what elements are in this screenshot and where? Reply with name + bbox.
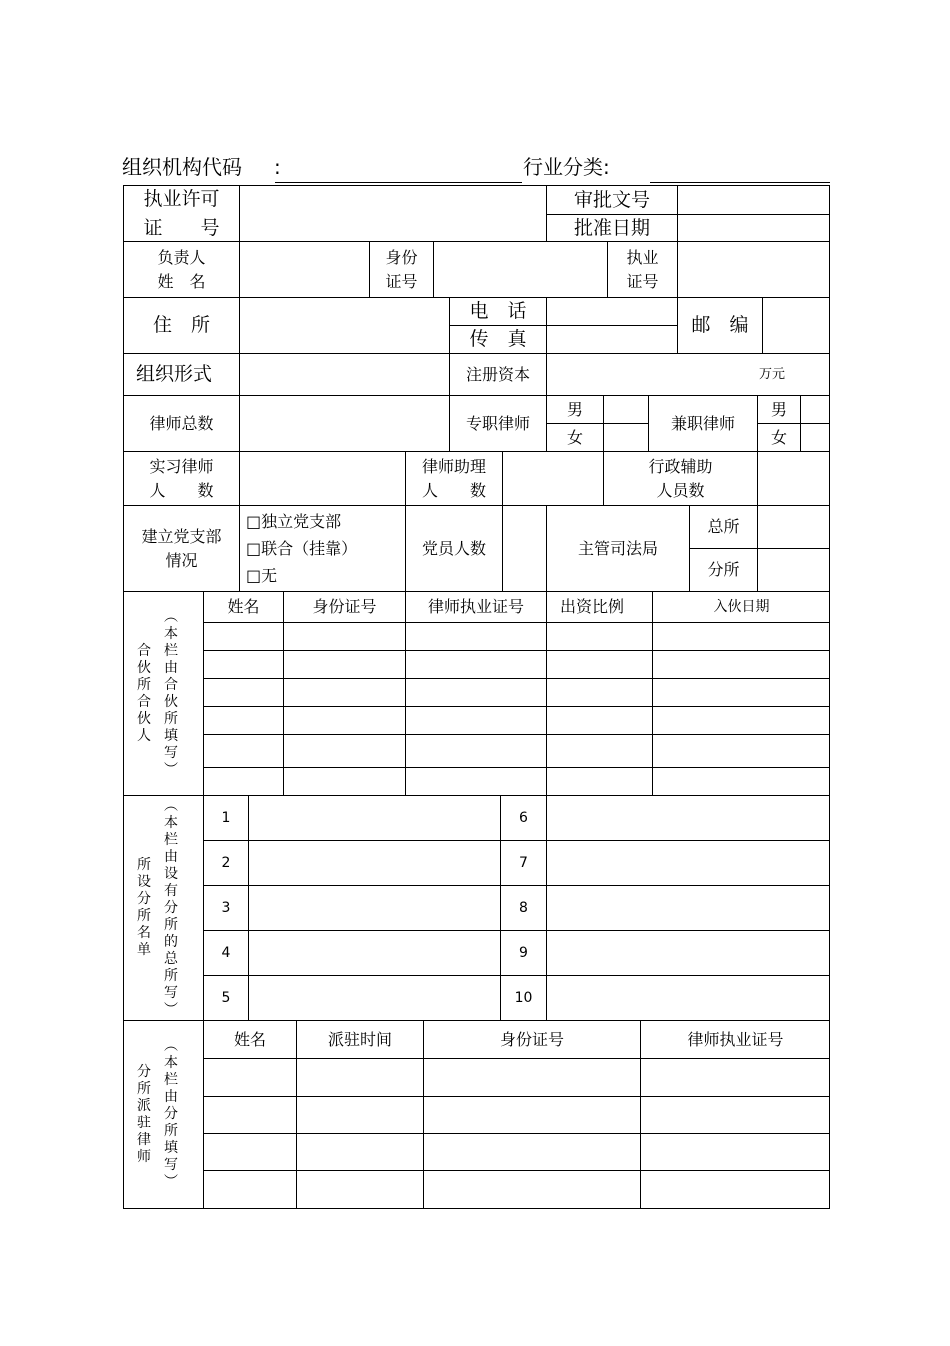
branches-side-label: 所 设 分 所 名 单 [137,857,151,958]
dispatched-note: ︵ 本 栏 由 分 所 填 写 ︶ [164,1037,178,1190]
branch-number: 7 [519,854,528,871]
branch-number: 10 [514,989,533,1006]
approval-number-label: 审批文号 [573,188,650,211]
approval-date-label: 批准日期 [573,216,650,239]
partners-col-name: 姓名 [227,597,260,616]
dispatched-side-label: 分 所 派 驻 律 师 [137,1063,151,1165]
org-code-colon: : [274,155,281,179]
dispatched-col-id: 身份证号 [499,1029,564,1049]
head-office-label: 总所 [707,517,740,536]
admin-staff-label: 行政辅助 人员数 [648,456,713,500]
branch-number: 2 [221,854,231,871]
fulltime-female-label: 女 [566,427,583,447]
option-joint-branch[interactable]: □联合（挂靠） [246,539,358,558]
dispatched-col-license: 律师执业证号 [687,1029,784,1049]
branches-note: ︵ 本 栏 由 设 有 分 所 的 总 所 写 ︶ [164,797,178,1018]
org-form-label: 组织形式 [136,363,213,386]
parttime-female-label: 女 [770,427,787,447]
practice-number-label: 执业 证号 [626,247,659,291]
branch-number: 8 [519,899,528,916]
branch-number: 9 [519,944,528,961]
branch-number: 5 [221,989,231,1006]
partners-col-share: 出资比例 [559,597,624,616]
address-label: 住 所 [152,314,210,337]
id-number-label: 身份 证号 [385,247,418,291]
license-number-label: 执业许可 证 号 [143,188,220,239]
manager-name-label: 负责人 姓 名 [157,247,206,291]
industry-input-line[interactable] [650,182,830,183]
branch-number: 3 [221,899,231,916]
branch-number: 4 [221,944,231,961]
justice-bureau-label: 主管司法局 [577,538,658,558]
branch-number: 6 [519,809,528,826]
org-code-input-line[interactable] [275,182,522,183]
capital-unit: 万元 [758,366,785,382]
fulltime-lawyers-label: 专职律师 [465,413,530,433]
parttime-lawyers-label: 兼职律师 [670,413,735,433]
org-code-label: 组织机构代码 [122,155,242,179]
total-lawyers-label: 律师总数 [149,413,214,433]
option-independent-branch[interactable]: □独立党支部 [246,512,342,531]
party-branch-label: 建立党支部 情况 [141,526,222,570]
option-none[interactable]: □无 [246,566,278,585]
partners-col-license: 律师执业证号 [427,597,524,616]
intern-lawyers-label: 实习律师 人 数 [149,456,214,500]
fax-label: 传 真 [469,328,527,351]
dispatched-col-time: 派驻时间 [327,1029,392,1049]
postcode-label: 邮 编 [691,314,749,337]
partners-side-label: 合 伙 所 合 伙 人 [137,642,151,744]
party-members-label: 党员人数 [421,538,486,558]
partners-col-join-date: 入伙日期 [713,598,770,615]
lawyer-assistants-label: 律师助理 人 数 [421,456,486,500]
branch-office-label: 分所 [707,560,740,579]
partners-note: ︵ 本 栏 由 合 伙 所 填 写 ︶ [164,608,178,778]
parttime-male-label: 男 [770,399,787,419]
registered-capital-label: 注册资本 [465,364,530,384]
branch-number: 1 [221,809,231,826]
dispatched-col-name: 姓名 [233,1029,266,1049]
industry-label: 行业分类: [523,155,610,179]
partners-col-id: 身份证号 [312,597,377,616]
phone-label: 电 话 [469,300,527,323]
fulltime-male-label: 男 [566,399,583,419]
